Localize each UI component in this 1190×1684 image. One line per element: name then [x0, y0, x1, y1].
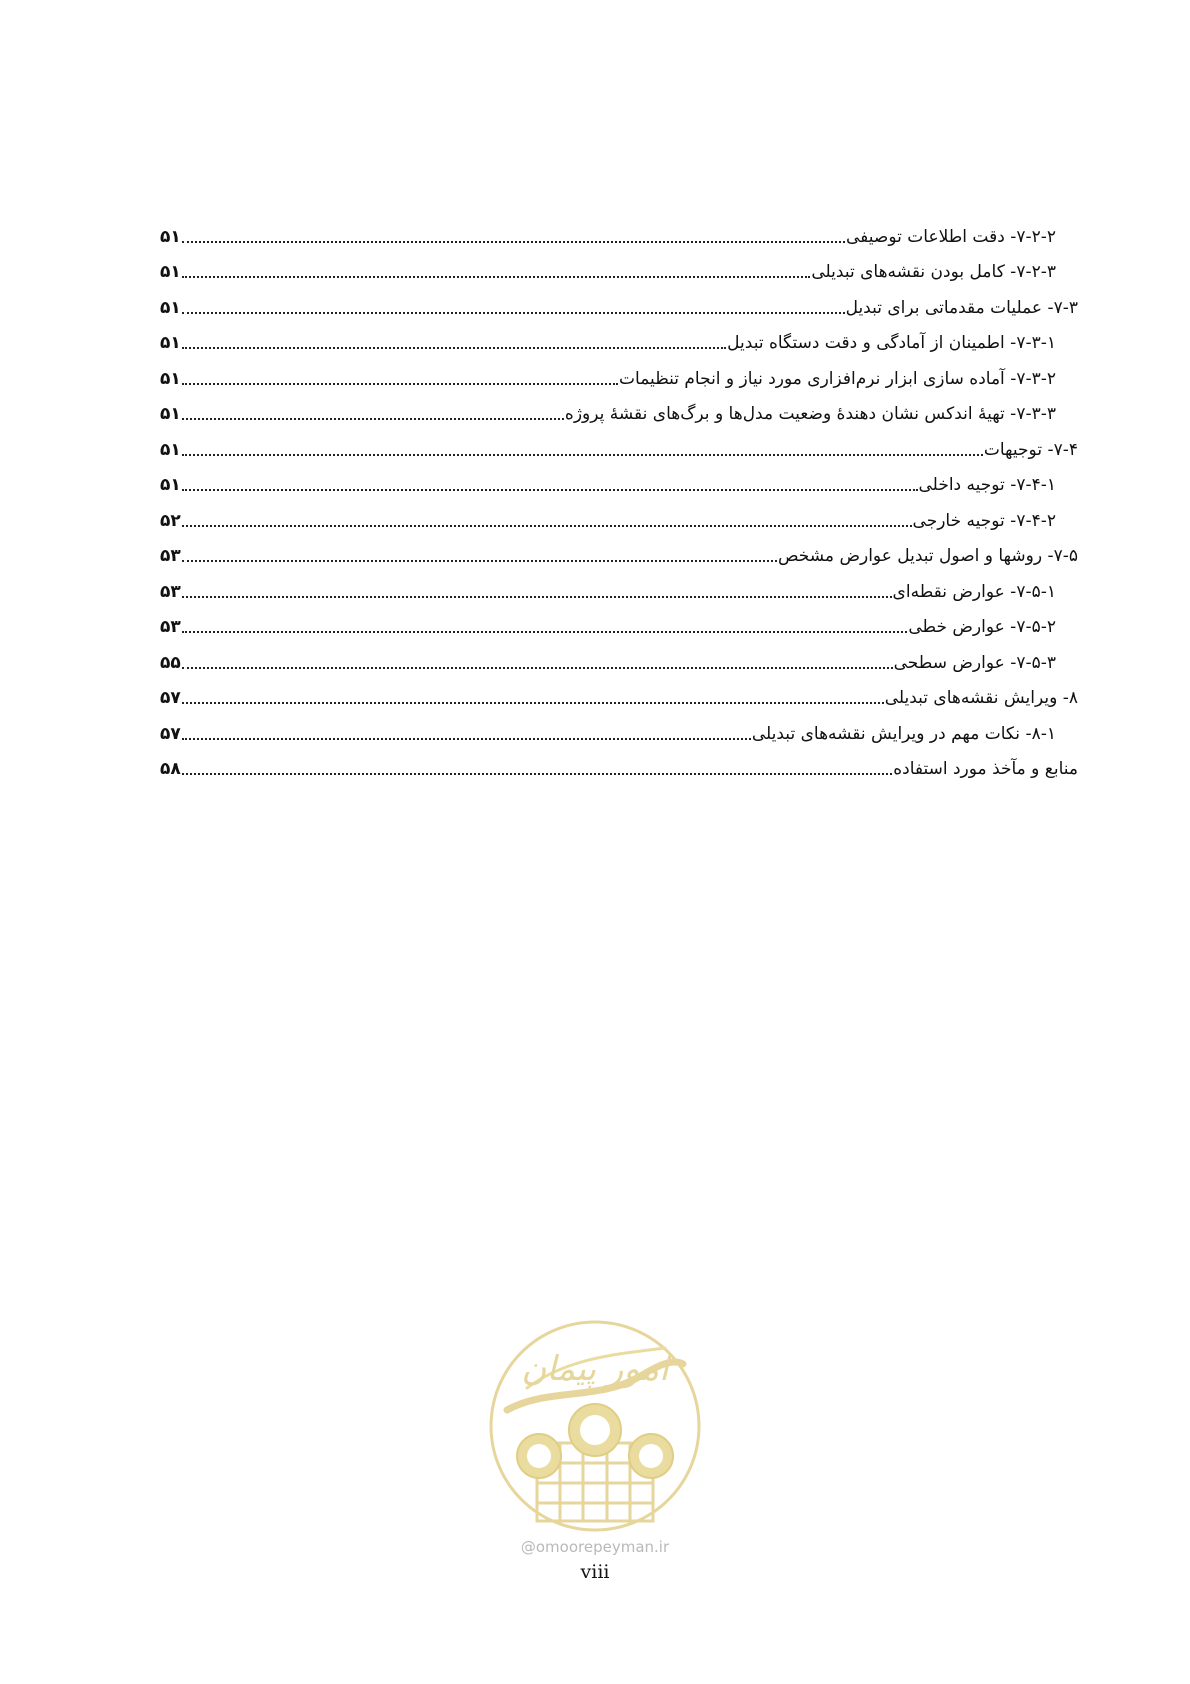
toc-entry-page: ۵۱ — [160, 333, 181, 353]
toc-entry[interactable] — [160, 709, 1078, 745]
toc-leader-dots — [182, 667, 893, 669]
toc-entry-title: ۷-۵- روشها و اصول تبدیل عوارض مشخص — [777, 546, 1078, 566]
toc-entry[interactable] — [160, 638, 1078, 674]
watermark-logo-text: امور پیمان — [521, 1349, 669, 1389]
toc-entry-page: ۵۳ — [160, 581, 181, 602]
toc-entry-page: ۵۱ — [160, 226, 181, 247]
toc-leader-dots — [182, 454, 983, 456]
table-of-contents — [160, 212, 1078, 780]
watermark-logo — [487, 1318, 703, 1554]
toc-entry-title: ۷-۵-۲- عوارض خطی — [908, 617, 1056, 637]
toc-entry-page: ۵۱ — [160, 297, 181, 318]
toc-entry-title: ۷-۲-۲- دقت اطلاعات توصیفی — [846, 226, 1056, 247]
toc-entry-title: منابع و مآخذ مورد استفاده — [893, 759, 1078, 779]
toc-leader-dots — [182, 631, 908, 633]
toc-entry-page: ۵۱ — [160, 404, 181, 424]
toc-entry-page: ۵۱ — [160, 368, 181, 389]
toc-leader-dots — [182, 702, 884, 704]
toc-entry-title: ۷-۴- توجیهات — [983, 439, 1078, 460]
toc-entry-page: ۵۱ — [160, 262, 181, 282]
toc-entry-page: ۵۱ — [160, 439, 181, 460]
toc-entry[interactable] — [160, 354, 1078, 390]
toc-leader-dots — [182, 347, 726, 349]
toc-entry-title: ۸-۱- نکات مهم در ویرایش نقشه‌های تبدیلی — [751, 723, 1056, 744]
toc-entry-page: ۵۷ — [160, 723, 181, 744]
toc-entry-title: ۷-۲-۳- کامل بودن نقشه‌های تبدیلی — [811, 262, 1056, 282]
toc-leader-dots — [182, 418, 564, 420]
toc-entry[interactable] — [160, 567, 1078, 603]
toc-entry[interactable] — [160, 248, 1078, 284]
toc-entry[interactable] — [160, 212, 1078, 248]
toc-leader-dots — [182, 312, 845, 314]
toc-entry-page: ۵۲ — [160, 510, 181, 531]
toc-entry-title: ۷-۴-۲- توجیه خارجی — [912, 510, 1056, 531]
toc-leader-dots — [182, 738, 751, 740]
toc-entry-page: ۵۸ — [160, 759, 181, 779]
toc-entry[interactable] — [160, 390, 1078, 426]
toc-entry-title: ۷-۳-۳- تهیهٔ اندکس نشان دهندهٔ وضعیت مدل‌ها و برگ‌های نقشهٔ پروژه — [564, 404, 1056, 424]
toc-leader-dots — [182, 773, 892, 775]
toc-entry[interactable] — [160, 674, 1078, 710]
toc-entry-title: ۷-۵-۱- عوارض نقطه‌ای — [892, 581, 1056, 602]
toc-entry[interactable] — [160, 319, 1078, 355]
toc-entry[interactable] — [160, 745, 1078, 781]
toc-leader-dots — [182, 276, 811, 278]
toc-leader-dots — [182, 596, 892, 598]
toc-leader-dots — [182, 560, 777, 562]
toc-entry[interactable] — [160, 532, 1078, 568]
toc-leader-dots — [182, 241, 845, 243]
toc-entry-page: ۵۳ — [160, 617, 181, 637]
toc-entry-page: ۵۱ — [160, 475, 181, 495]
toc-entry-page: ۵۷ — [160, 688, 181, 708]
watermark-url: @omoorepeyman.ir — [520, 1538, 670, 1556]
toc-entry[interactable] — [160, 283, 1078, 319]
toc-entry-page: ۵۵ — [160, 652, 181, 673]
toc-entry-title: ۷-۴-۱- توجیه داخلی — [918, 475, 1056, 495]
toc-entry[interactable] — [160, 603, 1078, 639]
toc-entry[interactable] — [160, 425, 1078, 461]
toc-entry-title: ۷-۳- عملیات مقدماتی برای تبدیل — [845, 297, 1078, 318]
toc-entry-title: ۸- ویرایش نقشه‌های تبدیلی — [884, 688, 1078, 708]
page-number: viii — [580, 1561, 610, 1583]
toc-entry-title: ۷-۳-۲- آماده سازی ابزار نرم‌افزاری مورد نیاز و انجام تنظیمات — [619, 368, 1056, 389]
toc-entry-title: ۷-۵-۳- عوارض سطحی — [893, 652, 1056, 673]
toc-leader-dots — [182, 489, 918, 491]
toc-entry-page: ۵۳ — [160, 546, 181, 566]
toc-entry[interactable] — [160, 496, 1078, 532]
toc-entry-title: ۷-۳-۱- اطمینان از آمادگی و دقت دستگاه تبدیل — [727, 333, 1056, 353]
toc-leader-dots — [182, 525, 912, 527]
toc-entry[interactable] — [160, 461, 1078, 497]
toc-leader-dots — [182, 383, 618, 385]
watermark-seal-icon — [487, 1318, 703, 1534]
